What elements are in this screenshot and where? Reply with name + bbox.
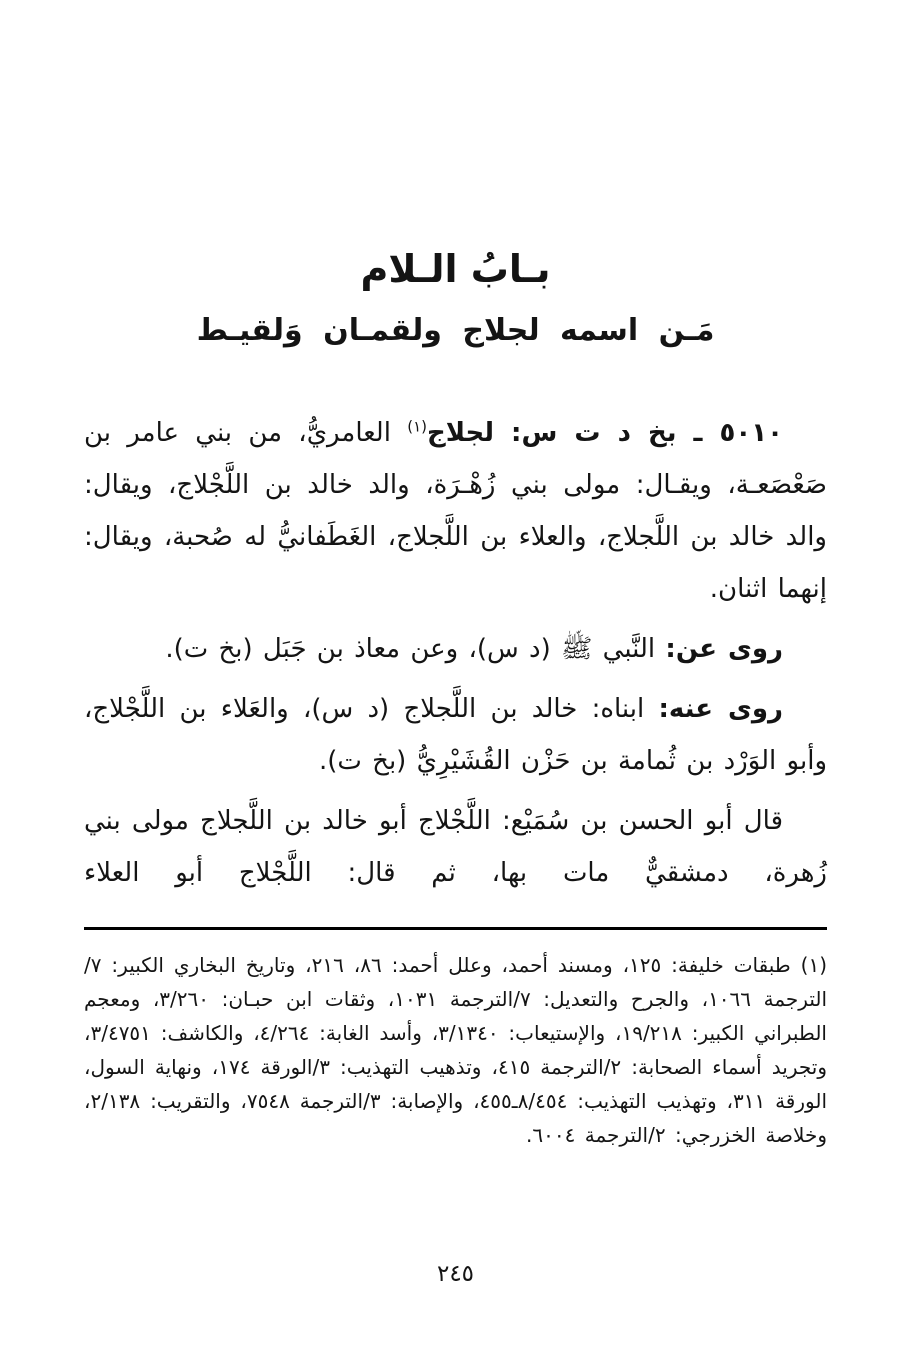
narrated-from-label: روى عن: xyxy=(665,634,783,664)
narrated-by-label: روى عنه: xyxy=(658,694,783,724)
narrated-from-text: النَّبي ﷺ (د س)، وعن معاذ بن جَبَل (بخ ت). xyxy=(165,634,656,664)
entry-body xyxy=(84,407,827,899)
footnote-reference: (١) xyxy=(407,417,427,436)
footnote-text: طبقات خليفة: ١٢٥، ومسند أحمد، وعلل أحمد: ٨٦، ٢١٦، وتاريخ البخاري الكبير: ٧/الترجمة ١٠٦٦، والجرح والتعديل: ٧/الترجمة ١٠٣١، وثقات ابن حبـان: ٣/٢٦٠، ومعجم الطبراني الكبير: ١٩/٢١٨، والإستيعاب: ٣/١٣٤٠، وأسد الغابة: ٤/٢٦٤، والكاشف: ٣/٤٧٥١، وتجريد أسماء الصحابة: ٢/الترجمة ٤١٥، وتذهيب التهذيب: ٣/الورقة ١٧٤، ونهاية السول، الورقة ٣١١، وتهذيب التهذيب: ٨/٤٥٤ـ٤٥٥، والإصابة: ٣/الترجمة ٧٥٤٨، والتقريب: ٢/١٣٨، وخلاصة الخزرجي: ٢/الترجمة ٦٠٠٤. xyxy=(84,953,827,1147)
commentary-paragraph: قال أبو الحسن بن سُمَيْع: اللَّجْلاج أبو خالد بن اللَّجلاج مولى بني زُهرة، دمشقيٌّ مات بها، ثم قال: اللَّجْلاج أبو العلاء xyxy=(84,806,827,888)
footnote-item xyxy=(84,948,827,1152)
footnote-separator-rule xyxy=(84,927,827,930)
footnote-marker: (١) xyxy=(800,953,827,977)
page-number: ٢٤٥ xyxy=(436,1261,475,1287)
narrated-from-paragraph xyxy=(84,623,827,675)
footnotes-section xyxy=(84,948,827,1152)
narrated-by-paragraph xyxy=(84,683,827,787)
narrated-by-text: ابناه: خالد بن اللَّجلاج (د س)، والعَلاء بن اللَّجْلاج، وأبو الوَرْد بن ثُمامة بن حَزْن القُشَيْرِيُّ (بخ ت). xyxy=(84,694,827,776)
entry-opening-text: العامريُّ، من بني عامر بن صَعْصَعـة، ويقـال: مولى بني زُهْـرَة، والد خالد بن اللَّجْلاج، ويقال: والد خالد بن اللَّجلاج، والعلاء بن اللَّجلاج، الغَطَفانيُّ له صُحبة، ويقال: إنهما اثنان. xyxy=(84,418,827,604)
entry-number-sigla-name: ٥٠١٠ ـ بخ د ت س: لجلاج xyxy=(427,418,783,448)
entry-opening-paragraph xyxy=(84,407,827,615)
chapter-heading xyxy=(84,0,827,349)
chapter-title: بـابُ الـلام xyxy=(360,247,551,291)
chapter-subtitle: مَـن اسمه لجلاج ولقمـان وَلقيـط xyxy=(196,312,715,348)
